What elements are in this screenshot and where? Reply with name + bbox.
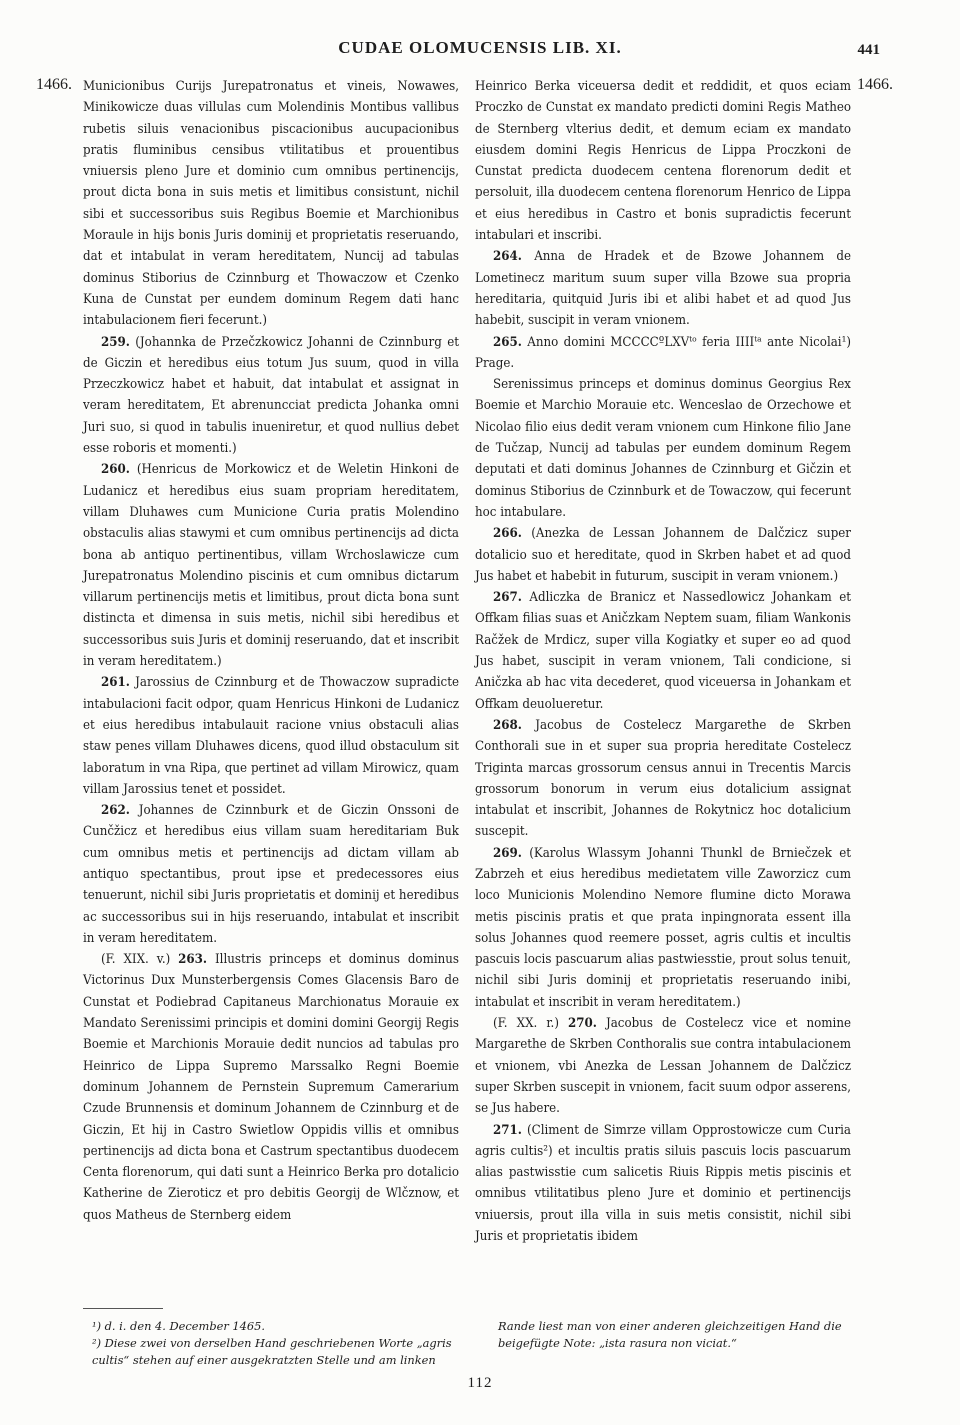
right-text-column	[475, 76, 851, 1247]
footnote-rule	[83, 1308, 163, 1309]
entry-paragraph	[475, 843, 851, 1013]
entry-text: Heinrico Berka viceuersa dedit et reddidit, et quos eciam Proczko de Cunstat ex mandato predicti domini Regis Matheo de Sternberg vlterius dedit, et demum eciam ex mandato eiusdem domini Regis Henricus de Lippa Proczkoni de Cunstat predicta duodecem centena florenorum dedit et persoluit, illa duodecem centena florenorum Henrico de Lippa et eius heredibus in Castro et bonis supradictis fecerunt intabulari et inscribi.	[475, 79, 851, 244]
entry-number: 266.	[493, 526, 522, 542]
footnote: ²) Diese zwei von derselben Hand geschriebenen Worte „agris cultis“ stehen auf einer ausgekratzten Stelle und am linken	[92, 1336, 452, 1367]
printer-signature: 112	[467, 1375, 493, 1391]
entry-text: Municionibus Curijs Jurepatronatus et vineis, Nowawes, Minikowicze duas villulas cum Molendinis Montibus vallibus rubetis siluis venacionibus piscacionibus aucupacionibus pratis fluminibus censibus vtilitatibus et prouentibus vniuersis pleno Jure et dominio cum omnibus pertinencijs, prout dicta bona in suis metis et limitibus consistunt, nichil sibi et successoribus suis Regibus Boemie et Marchionibus Moraule in hijs bonis Juris dominij et proprietatis reseruando, dat et intabulat in veram hereditatem, Nuncij ad tabulas dominus Stiborius de Czinnburg et Thowaczow et Czenko Kuna de Cunstat per eundem dominum Regem dati hanc intabulacionem fieri fecerunt.)	[83, 79, 459, 329]
entry-number: 260.	[101, 462, 130, 478]
entry-text: Adliczka de Branicz et Nassedlowicz Johankam et Offkam filias suas et Aničzkam Neptem suam, filiam Wankonis Račžek de Mrdicz, super villa Kogiatky et super eo ad quod Jus habet, suscipit in veram vnionem, Tali condicione, si Aničzka ab hac vita decederet, quod viceuersa in Johankam et Offkam deuolueretur.	[475, 590, 851, 712]
entry-paragraph	[83, 800, 459, 949]
entry-text: Jacobus de Costelecz vice et nomine Margarethe de Skrben Conthoralis sue contra intabulacionem et vnionem, vbi Anezka de Lessan Johannem de Dalčzicz super Skrben suscepit in vnionem, facit suum odpor asserens, se Jus habere.	[475, 1016, 851, 1117]
entry-text: (Anezka de Lessan Johannem de Dalčzicz super dotalicio suo et hereditate, quod in Skrben habet et ad quod Jus habet et habebit in futurum, suscipit in veram vnionem.)	[475, 526, 851, 584]
footnotes-right	[498, 1318, 858, 1352]
entry-paragraph	[475, 1120, 851, 1248]
entry-number: 268.	[493, 717, 522, 733]
entry-paragraph	[83, 459, 459, 672]
page-header	[0, 38, 960, 62]
entry-text: (Henricus de Morkowicz et de Weletin Hinkoni de Ludanicz et heredibus eius suam propriam hereditatem, villam Dluhawes cum Municione Curia pratis Molendino obstaculis alias stawymi et cum omnibus pertinencijs ad dicta bona ab antiquo pertinentibus, villam Wrchoslawicze cum Jurepatronatus Molendino piscinis et cum omnibus dictarum villarum pertinencijs metis et limitibus, prout dicta bona sunt distincta et dimensa in suis metis, nichil sibi heredibus et successoribus suis Juris et dominij reseruando, dat et inscribit in veram hereditatem.)	[83, 462, 459, 670]
entry-text: (Karolus Wlassym Johanni Thunkl de Brniečzek et Zabrzeh et eius heredibus medietatem ville Zaworzicz cum loco Municionis Molendino Nemore flumine dicto Morawa metis piscinis pratis et que prata inpingnorata essent illa solus Johannes quod reemere posset, agris cultis et incultis pascuis locis pascuarum alias pastwiesstie, prout solus tenuit, nichil sibi Juris dominij et proprietatis reseruando inibi, intabulat et inscribit in veram hereditatem.)	[475, 845, 851, 1010]
footnote: Rande liest man von einer anderen gleichzeitigen Hand die beigefügte Note: „ista rasura non viciat.“	[498, 1319, 842, 1350]
entry-number: 264.	[493, 249, 522, 265]
entry-text: Johannes de Czinnburk et de Giczin Onssoni de Cunčžicz et heredibus eius villam suam hereditariam Buk cum omnibus metis et pertinencijs ad dictam villam ab antiquo spectantibus, prout ipse et predecessores eius tenuerunt, nichil sibi Juris proprietatis et dominij et heredibus ac successoribus sui in hijs reseruando, intabulat et inscribit in veram hereditatem.	[83, 803, 459, 946]
entry-paragraph	[475, 332, 851, 375]
entry-paragraph	[475, 523, 851, 587]
entry-text: Jacobus de Costelecz Margarethe de Skrben Conthorali sue in et super sua propria hereditate Costelecz Triginta marcas grossorum census annui in Trecentis Marcis grossorum bonorum in verum eius dotalicium assignat intabulat et inscribit, Johannes de Rokytnicz hoc dotalicium suscepit.	[475, 717, 851, 840]
entry-paragraph	[475, 374, 851, 523]
entry-text: Illustris princeps et dominus dominus Victorinus Dux Munsterbergensis Comes Glacensis Baro de Cunstat et Podiebrad Capitaneus Marchionatus Morauie ex Mandato Serenissimi principis et domini domini Georgij Regis Boemie et Marchionis Morauie dedit nuncios ad tabulas pro Heinrico de Lippa Supremo Marssalko Regni Boemie dominum Johannem de Pernstein Supremum Camerarium Czude Brunnensis et dominum Johannem de Czinnburg et de Giczin, Et hij in Castro Swietlow Oppidis villis et omnibus pertinencijs ad dicta bona et Castrum spectantibus duodecem Centa florenorum, qui dati sunt a Heinrico Berka pro dotalicio Katherine de Zieroticz et pro debitis Georgij de Wlčznow, et quos Matheus de Sternberg eidem	[83, 952, 459, 1223]
entry-number: 265.	[493, 334, 522, 350]
entry-text: Serenissimus princeps et dominus dominus Georgius Rex Boemie et Marchio Morauie etc. Wenceslao de Orzechowe et Nicolao filio eius dedit veram vnionem cum Hinkone filio Jane de Tučzap, Nuncij ad tabulas per eundem dominum Regem deputati et dati dominus Johannes de Czinnburg et Gičzin et dominus Stiborius de Czinnburk et de Towaczow, qui fecerunt hoc intabulare.	[475, 377, 851, 520]
entry-number: 271.	[493, 1122, 522, 1138]
entry-paragraph	[83, 672, 459, 800]
entry-text: Anno domini MCCCCºLXVᵗᵒ feria IIIIᵗᵃ ante Nicolai¹) Prage.	[475, 334, 851, 371]
entry-number: 270.	[568, 1016, 597, 1032]
entry-number: 263.	[178, 952, 208, 968]
entry-paragraph	[475, 587, 851, 715]
entry-text: Anna de Hradek et de Bzowe Johannem de Lometinecz maritum suum super villa Bzowe sua propria hereditaria, quitquid Juris ibi et alibi habet et ad quod Jus habebit, suscipit in veram vnionem.	[475, 249, 851, 329]
entry-number: 259.	[101, 334, 130, 350]
entry-number: 262.	[101, 803, 130, 819]
margin-year-right: 1466.	[857, 76, 893, 93]
entry-paragraph	[475, 715, 851, 843]
entry-paragraph	[83, 949, 459, 1226]
entry-paragraph	[475, 76, 851, 246]
entry-number: 261.	[101, 675, 130, 691]
entry-text: (Climent de Simrze villam Opprostowicze cum Curia agris cultis²) et incultis pratis siluis pascuis locis pascuarum alias pastwisstie cum salicetis Riuis Rippis metis piscinis et omnibus vtilitatibus pleno Jure et dominio et pertinencijs vniuersis, prout illa villa in suis metis consistit, nichil sibi Juris et proprietatis ibidem	[475, 1122, 851, 1245]
entry-paragraph	[83, 76, 459, 332]
entry-number: 269.	[493, 845, 522, 861]
margin-year-left: 1466.	[36, 76, 72, 93]
entry-paragraph	[83, 332, 459, 460]
left-text-column	[83, 76, 459, 1226]
entry-paragraph	[475, 246, 851, 331]
running-title: CUDAE OLOMUCENSIS LIB. XI.	[338, 38, 622, 57]
entry-text: (Johannka de Przečzkowicz Johanni de Czinnburg et de Giczin et heredibus eius totum Jus suum, quod in villa Przeczkowicz habet et habuit, dat intabulat et assignat in veram hereditatem, Et abrenuncciat predicta Johanka omni Juri suo, si quod in tabulis inueniretur, et quod nullius debet esse roboris et momenti.)	[83, 334, 459, 457]
entry-text: Jarossius de Czinnburg et de Thowaczow supradicte intabulacioni facit odpor, quam Henricus Hinkoni de Ludanicz et eius heredibus intabulauit racione vnius obstaculi alias staw penes villam Dluhawes dicens, quod illud obstaculum sit laboratum in vna Ripa, que pertinet ad villam Mirowicz, quam villam Jarossius tenet et possidet.	[83, 675, 459, 797]
footnotes-left	[92, 1318, 462, 1369]
entry-paragraph	[475, 1013, 851, 1119]
footnote: ¹) d. i. den 4. December 1465.	[92, 1319, 266, 1333]
page-number: 441	[857, 42, 880, 58]
folio-reference: (F. XX. r.)	[493, 1016, 559, 1032]
folio-reference: (F. XIX. v.)	[101, 952, 171, 968]
entry-number: 267.	[493, 590, 522, 606]
